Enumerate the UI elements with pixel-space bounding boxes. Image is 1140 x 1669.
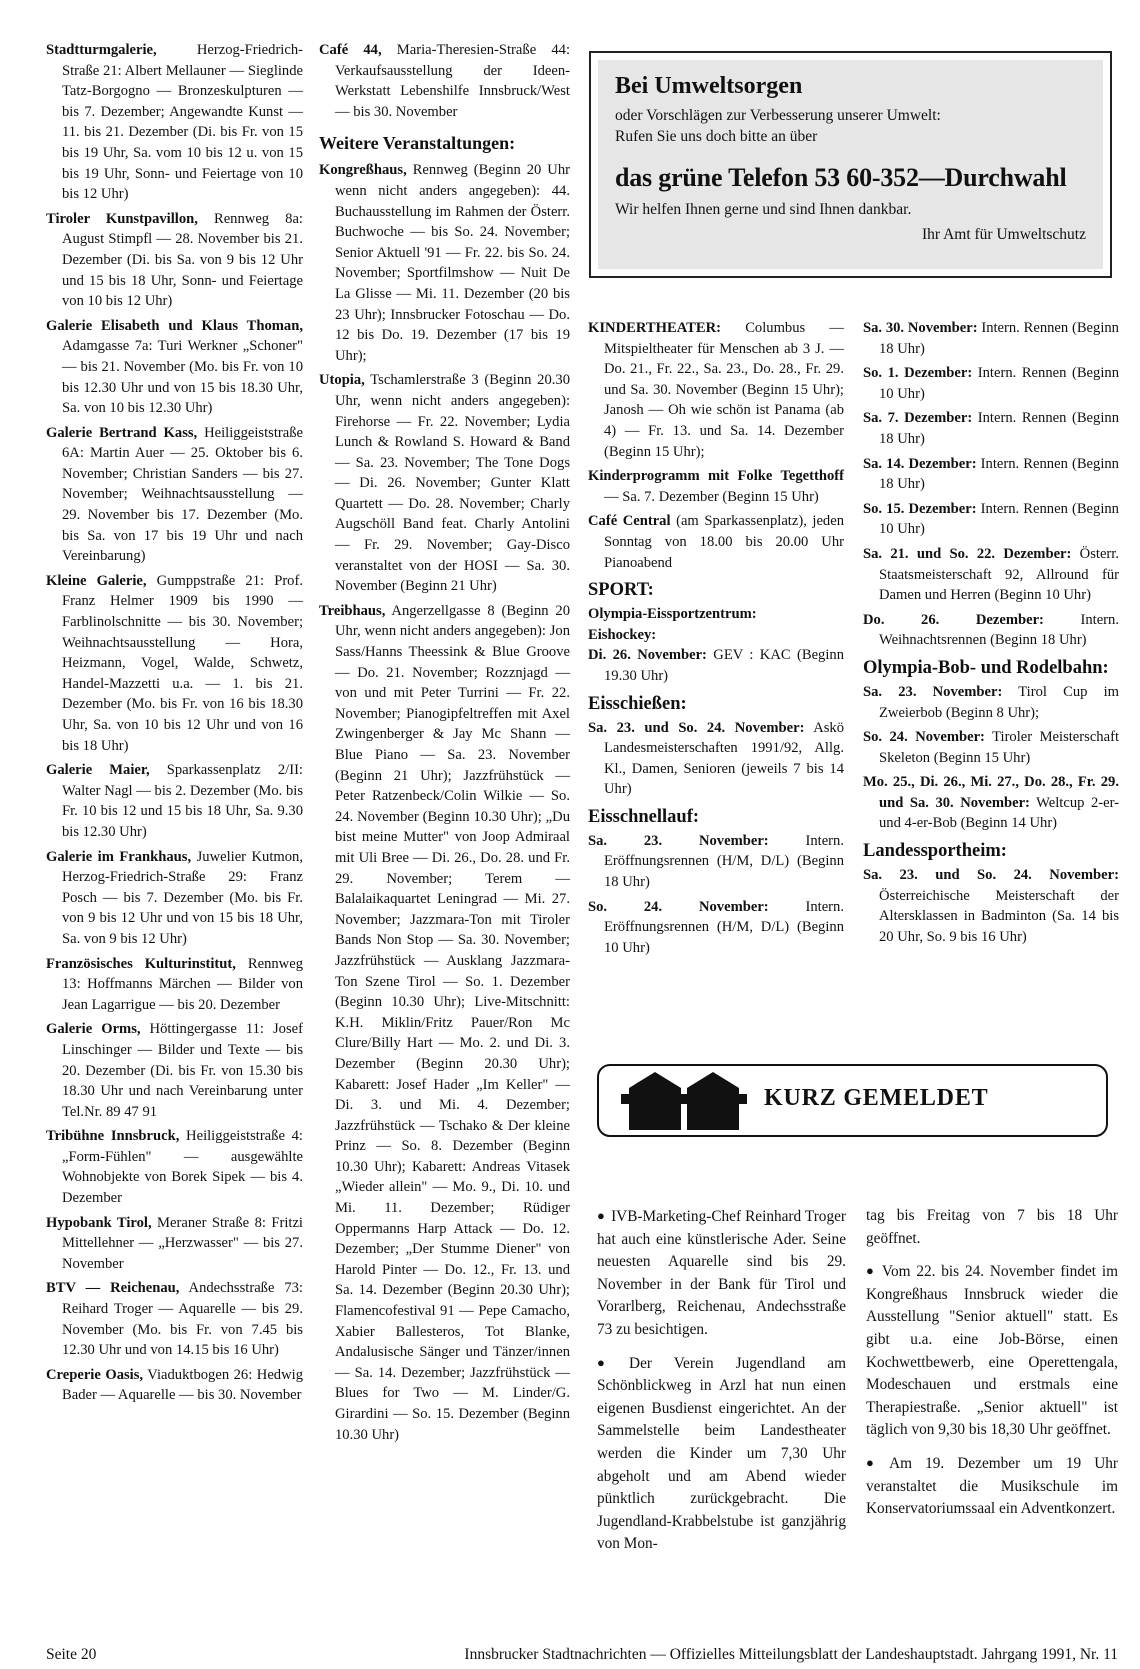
- exhibition-entry-10: [46, 1126, 303, 1208]
- entry-name: Café Central: [588, 513, 671, 530]
- entry-name: Kleine Galerie,: [46, 572, 147, 589]
- umwelt-phone: das grüne Telefon 53 60-352—Durchwahl: [615, 163, 1067, 192]
- entry-name: Galerie Elisabeth und Klaus Thoman,: [46, 317, 303, 334]
- exhibition-entry-11: [46, 1213, 303, 1275]
- entry-text: Tschamlerstraße 3 (Beginn 20.30 Uhr, wenn nicht anders angegeben): Firehorse — Fr. 22. November; Lydia Lunch & Rowland S. Howard & Band — Sa. 23. November; The Tone Dogs — Di. 26. November; Gunter Klatt Quartett — Do. 28. November; Charly Augschöll Band feat. Charly Antolini — Fr. 29. November; Gay-Disco veranstaltet von der HOSI — Sa. 30. November (Beginn 21 Uhr): [335, 372, 570, 595]
- kurz-item-2: [597, 1352, 846, 1556]
- entry-name: Französisches Kulturinstitut,: [46, 955, 236, 972]
- entry-name: Mo. 25., Di. 26., Mi. 27., Do. 28., Fr. 29. und Sa. 30. November:: [863, 774, 1119, 811]
- kinder-sport-column: [588, 318, 844, 962]
- exhibition-entry-5: [46, 571, 303, 756]
- sport-heading: SPORT:: [588, 580, 654, 601]
- eisschiessen-entry: Sa. 23. und So. 24. November: Askö Landesmeisterschaften 1991/92, Allg. Kl., Damen, Senioren (jeweils 7 bis 14 Uhr): [588, 719, 844, 798]
- sport-dates-column: [863, 318, 1119, 951]
- entry-name: Kinderprogramm mit Folke Tegetthoff: [588, 468, 844, 485]
- kurz-item-3: [866, 1260, 1118, 1442]
- race-entry-2: [863, 363, 1119, 404]
- entry-name: Sa. 21. und So. 22. Dezember:: [863, 545, 1072, 562]
- entry-name: Do. 26. Dezember:: [863, 611, 1044, 628]
- section-heading-weitere: Weitere Veranstaltungen:: [319, 133, 516, 154]
- entry-text: Angerzellgasse 8 (Beginn 20 Uhr, wenn nicht anders angegeben): Jon Sass/Hanns Theessink & Blue Groove — Do. 21. November; Rozznjagd — von und mit Peter Turrini — Fr. 22. November; Pianogipfeltreffen mit Axel Zwingenberger & Jay Mc Shann — Blue Piano — Sa. 23. November (Beginn 21 Uhr); Jazzfrühstück — Peter Ratzenbeck/Colin Wilkie — So. 24. November (Beginn 10.30 Uhr); „Du bist meine Mutter" von Joop Admiraal mit Uli Bree — Di. 26., Do. 28. und Fr. 29. November; Terem — Balalaikaquartet Leningrad — Mi. 27. November; Jazzmara-Ton mit Tiroler Bands Non Stop — Sa. 30. November; Jazzfrühstück — Ausklang Jazzmara-Ton Szene Tirol — So. 1. Dezember (Beginn 10.30 Uhr); Live-Mitschnitt: K.H. Miklin/Fritz Pauer/Ron Mc Clure/Billy Hart — Mo. 2. und Di. 3. Dezember (Beginn 20.30 Uhr); Kabarett: Josef Hader „Im Keller" — Di. 3. und Mi. 4. Dezember; Jazzfrühstück — Tschako & Der kleine Prinz — So. 8. Dezember (Beginn 10.30 Uhr); Kabarett: Andreas Vitasek „Wieder allein" — Mo. 9., Di. 10. und Mi. 11. Dezember; Rüdiger Oppermanns Harp Attack — Do. 12. Dezember; „Der Stumme Diener" von Harold Pinter — Do. 12., Fr. 13. und Sa. 14. Dezember (Beginn 20.30 Uhr); Flamencofestival 91 — Pepe Camacho, Xabier Ballesteros, Tot Blanke, Andalusische Sänger und Tänzer/innen — Sa. 14. Dezember; Jazzfrühstück — Blues for Two — M. Linder/G. Girardini — So. 15. Dezember (Beginn 10.30 Uhr): [335, 602, 570, 1443]
- kurz-text: Der Verein Jugendland am Schönblickweg in Arzl hat nun einen eigenen Busdienst eingerichtet. An der Sammelstelle beim Landestheater werden die Kinder um 7,30 Uhr abgeholt und am Abend wieder pünktlich zurückgebracht. Die Jugendland-Krabbelstube ist ganzjährig von Mon-: [597, 1354, 846, 1553]
- entry-text: Tirol Cup im Zweierbob (Beginn 8 Uhr);: [879, 683, 1119, 721]
- umwelt-line-2: Rufen Sie uns doch bitte an über: [615, 128, 818, 145]
- event-entry-3: [319, 601, 570, 1445]
- entry-text: Rennweg 13: Hoffmanns Märchen — Bilder von Jean Lagarrigue — bis 20. Dezember: [62, 955, 303, 1013]
- exhibition-entry-2: [46, 209, 303, 312]
- eisschiessen-heading: Eisschießen:: [588, 693, 687, 714]
- kurz-text: Vom 22. bis 24. November findet im Kongreßhaus Innsbruck wieder die Ausstellung "Senior aktuell" statt. Es gibt u.a. eine Job-Börse, einen Kochwettbewerb, eine Operettengala, Modeschauen und erstmals eine Therapiestraße. „Senior aktuell" ist täglich von 9,30 bis 18,30 Uhr geöffnet.: [866, 1263, 1118, 1439]
- kurz-gemeldet-banner: [597, 1064, 1108, 1137]
- page-number: Seite 20: [46, 1646, 97, 1663]
- exhibition-entry-12: [46, 1278, 303, 1360]
- exhibition-entry-9: [46, 1019, 303, 1122]
- eisschnell-entry-2: So. 24. November: Intern. Eröffnungsrennen (H/M, D/L) (Beginn 10 Uhr): [588, 898, 844, 956]
- kurz-column-1: [597, 1205, 846, 1566]
- entry-name: Sa. 7. Dezember:: [863, 410, 973, 427]
- race-entry-1: [863, 318, 1119, 359]
- entry-name: So. 1. Dezember:: [863, 365, 973, 382]
- entry-name: Tiroler Kunstpavillon,: [46, 210, 198, 227]
- exhibition-entry-6: [46, 760, 303, 842]
- entry-name: Sa. 23. November:: [863, 683, 1003, 700]
- entry-text: Meraner Straße 8: Fritzi Mittellehner — „Herzwasser" — bis 27. November: [62, 1214, 303, 1272]
- kurz-text: Am 19. Dezember um 19 Uhr veranstaltet die Musikschule im Konservatoriumssaal ein Adventkonzert.: [866, 1454, 1118, 1518]
- entry-name: Café 44,: [319, 42, 382, 58]
- publication-line: Innsbrucker Stadtnachrichten — Offizielles Mitteilungsblatt der Landeshauptstadt. Jahrgang 1991, Nr. 11: [464, 1646, 1118, 1663]
- entry-text: (am Sparkassenplatz), jeden Sonntag von 18.00 bis 20.00 Uhr Pianoabend: [604, 513, 844, 571]
- kinder-entry-3: [588, 511, 844, 573]
- entry-name: Creperie Oasis,: [46, 1366, 144, 1383]
- eishockey-entry: Di. 26. November: GEV : KAC (Beginn 19.30 Uhr): [588, 647, 845, 684]
- entry-name: So. 15. Dezember:: [863, 500, 977, 517]
- entry-text: Tiroler Meisterschaft Skeleton (Beginn 15 Uhr): [879, 729, 1119, 766]
- exhibition-entry-8: [46, 954, 303, 1016]
- entry-text: Gumppstraße 21: Prof. Franz Helmer 1909 bis 1990 — Farblinolschnitte — bis 30. November; Weihnachtsausstellung — Hora, Heizmann, Vogel, Walde, Schwetz, Handel-Mazzetti u.a. — 1. bis 21. Dezember (Mo. bis Fr. von 16 bis 18.30 Uhr, Sa. von 10 bis 12 Uhr und von 16 bis 18 Uhr): [62, 572, 303, 754]
- entry-text: Rennweg 8a: August Stimpfl — 28. November bis 21. Dezember (Di. bis Sa. von 9 bis 12 Uhr und 15 bis 18 Uhr, Sonn- und Feiertage von 10 bis 12 Uhr): [62, 210, 303, 310]
- cafe-entry: [319, 40, 570, 122]
- bullet-dot-icon: ●: [866, 1263, 876, 1279]
- kurz-column-2: [866, 1205, 1118, 1531]
- entry-text: Intern. Weihnachtsrennen (Beginn 18 Uhr): [879, 611, 1119, 649]
- entry-text: Herzog-Friedrich-Straße 21: Albert Mellauner — Sieglinde Tatz-Borgogno — Bronzeskulpturen — bis 7. Dezember; Angewandte Kunst — 11. bis 21. Dezember (Di. bis Fr. von 15 bis 19 Uhr, Sa. vom 10 bis 12 u. von 15 bis 19 Uhr, Sonn- und Feiertage von 10 bis 12 Uhr): [62, 42, 303, 203]
- sport-venue: Olympia-Eissportzentrum:: [588, 606, 757, 623]
- exhibition-entry-3: [46, 316, 303, 419]
- landessportheim-entry: Sa. 23. und So. 24. November: Österreichische Meisterschaft der Altersklassen in Badminton (Sa. 14 bis 20 Uhr, So. 9 bis 16 Uhr): [863, 867, 1119, 945]
- entry-text: Intern. Rennen (Beginn 18 Uhr): [879, 410, 1119, 447]
- bob-heading: Olympia-Bob- und Rodelbahn:: [863, 657, 1109, 678]
- entry-name: Galerie Orms,: [46, 1021, 141, 1038]
- entry-text: Intern. Rennen (Beginn 10 Uhr): [879, 365, 1119, 402]
- bob-entry-2: [863, 727, 1119, 768]
- bob-entry-3: [863, 772, 1119, 834]
- entry-text: Heiliggeiststraße 4: „Form-Fühlen" — ausgewählte Wohnobjekte von Borek Sipek — bis 4. Dezember: [62, 1128, 303, 1207]
- events-column: [319, 40, 570, 1449]
- event-entry-1: [319, 160, 570, 366]
- race-entry-5: [863, 499, 1119, 540]
- exhibition-entry-7: [46, 847, 303, 950]
- race-entry-7: [863, 610, 1119, 651]
- entry-text: — Sa. 7. Dezember (Beginn 15 Uhr): [604, 488, 819, 505]
- entry-text: Sparkassenplatz 2/II: Walter Nagl — bis 2. Dezember (Mo. bis Fr. 10 bis 12 und 15 bis 18 Uhr, Sa. 9.30 bis 12.30 Uhr): [62, 762, 303, 840]
- entry-name: BTV — Reichenau,: [46, 1280, 180, 1297]
- entry-name: So. 24. November:: [863, 729, 985, 746]
- entry-name: Galerie Bertrand Kass,: [46, 424, 198, 441]
- entry-name: Tribühne Innsbruck,: [46, 1128, 180, 1145]
- race-entry-4: [863, 454, 1119, 495]
- entry-name: Stadtturmgalerie,: [46, 42, 157, 58]
- entry-name: Utopia,: [319, 372, 365, 389]
- eisschnell-heading: Eisschnellauf:: [588, 806, 700, 827]
- entry-name: Galerie Maier,: [46, 762, 150, 779]
- entry-name: Treibhaus,: [319, 602, 386, 619]
- entry-text: Andechsstraße 73: Reihard Troger — Aquarelle — bis 29. November (Mo. bis Fr. von 7.45 bis 12.30 Uhr und von 14.15 bis 16 Uhr): [62, 1280, 303, 1359]
- sport-eishockey: Eishockey:: [588, 626, 657, 643]
- entry-text: Intern. Rennen (Beginn 10 Uhr): [879, 500, 1119, 538]
- entry-name: Hypobank Tirol,: [46, 1214, 152, 1231]
- kinder-entry-1: [588, 318, 844, 462]
- entry-name: Sa. 30. November:: [863, 320, 978, 336]
- entry-text: Viaduktbogen 26: Hedwig Bader — Aquarelle — bis 30. November: [62, 1366, 303, 1404]
- bob-entry-1: [863, 682, 1119, 723]
- entry-text: Intern. Rennen (Beginn 18 Uhr): [879, 320, 1119, 357]
- umwelt-hotline-box: [589, 51, 1112, 278]
- bullet-dot-icon: ●: [866, 1454, 884, 1470]
- umwelt-line-1: oder Vorschlägen zur Verbesserung unserer Umwelt:: [615, 107, 941, 124]
- exhibitions-column: [46, 40, 303, 1410]
- umwelt-line-3: Wir helfen Ihnen gerne und sind Ihnen dankbar.: [615, 201, 912, 218]
- bullet-dot-icon: ●: [597, 1354, 624, 1370]
- event-entry-2: [319, 370, 570, 597]
- race-entry-3: [863, 408, 1119, 449]
- page-footer: [46, 1646, 1118, 1664]
- umwelt-title: Bei Umweltsorgen: [615, 73, 803, 99]
- entry-name: KINDERTHEATER:: [588, 320, 722, 336]
- entry-text: Maria-Theresien-Straße 44: Verkaufsausstellung der Ideen-Werkstatt Lebenshilfe Innsbruck/West — bis 30. November: [335, 42, 570, 120]
- entry-text: Höttingergasse 11: Josef Linschinger — Bilder und Texte — bis 20. Dezember (Di. bis Fr. von 15.30 bis 18.30 Uhr und nach Vereinbarung unter Tel.Nr. 89 47 91: [62, 1021, 303, 1120]
- kurz-text: IVB-Marketing-Chef Reinhard Troger hat auch eine künstlerische Ader. Seine neuesten Aquarelle sind bis 29. November in der Bank für Tirol und Vorarlberg, Reichenau, Andechsstraße 73 zu besichtigen.: [597, 1208, 846, 1338]
- entry-text: Juwelier Kutmon, Herzog-Friedrich-Straße 29: Franz Posch — bis 7. Dezember (Mo. bis Fr. von 9 bis 12 Uhr und von 15 bis 18 Uhr, Sa. von 9 bis 12 Uhr): [62, 848, 303, 947]
- exhibition-entry-13: [46, 1365, 303, 1406]
- entry-text: Intern. Rennen (Beginn 18 Uhr): [879, 455, 1119, 493]
- entry-text: Österr. Staatsmeisterschaft 92, Allround für Damen und Herren (Beginn 10 Uhr): [879, 545, 1119, 604]
- entry-text: Columbus — Mitspieltheater für Menschen ab 3 J. — Do. 21., Fr. 22., Sa. 23., Do. 28., Fr. 29. und Sa. 30. November (Beginn 15 Uhr); Janosh — Oh wie schön ist Panama (ab 4) — Fr. 13. und Sa. 14. Dezember (Beginn 15 Uhr);: [604, 320, 844, 460]
- kinder-entry-2: [588, 466, 844, 507]
- kurz-item-1: [597, 1205, 846, 1342]
- entry-name: Sa. 14. Dezember:: [863, 455, 977, 472]
- twin-house-icon: [621, 1070, 747, 1132]
- entry-text: Weltcup 2-er- und 4-er-Bob (Beginn 14 Uhr): [879, 794, 1120, 832]
- entry-text: Heiliggeiststraße 6A: Martin Auer — 25. Oktober bis 6. November; Christian Sanders — bis 27. November; Weihnachtsausstellung — 29. November bis 17. Dezember (Mo. bis Sa. von 17 bis 19 Uhr und nach Vereinbarung): [62, 424, 303, 565]
- exhibition-entry-1: [46, 40, 303, 205]
- entry-text: Rennweg (Beginn 20 Uhr wenn nicht anders angegeben): 44. Buchausstellung im Rahmen der Österr. Buchwoche — bis So. 24. November; Senior Aktuell '91 — Fr. 22. bis So. 24. November; Sportfilmshow — Nuit De La Glisse — Mi. 11. Dezember (20 bis 23 Uhr); Innsbrucker Fotoschau — Do. 12 bis Do. 19. Dezember (17 bis 19 Uhr);: [335, 162, 570, 364]
- race-entry-6: [863, 544, 1119, 606]
- kurz-gemeldet-title: KURZ GEMELDET: [764, 1085, 989, 1111]
- entry-name: Kongreßhaus,: [319, 162, 407, 179]
- exhibition-entry-4: [46, 423, 303, 567]
- kurz-item-4: [866, 1452, 1118, 1521]
- kurz-continuation: tag bis Freitag von 7 bis 18 Uhr geöffnet.: [866, 1207, 1118, 1247]
- entry-text: Adamgasse 7a: Turi Werkner „Schoner" — bis 21. November (Mo. bis Fr. von 10 bis 12.30 Uhr und von 15 bis 18.30 Uhr, Sa. von 10 bis 12.30 Uhr): [62, 338, 303, 417]
- landessportheim-heading: Landessportheim:: [863, 841, 1007, 862]
- bullet-dot-icon: ●: [597, 1208, 606, 1223]
- eisschnell-entry-1: Sa. 23. November: Intern. Eröffnungsrennen (H/M, D/L) (Beginn 18 Uhr): [588, 832, 844, 891]
- umwelt-signature: Ihr Amt für Umweltschutz: [921, 226, 1086, 243]
- entry-name: Galerie im Frankhaus,: [46, 848, 192, 865]
